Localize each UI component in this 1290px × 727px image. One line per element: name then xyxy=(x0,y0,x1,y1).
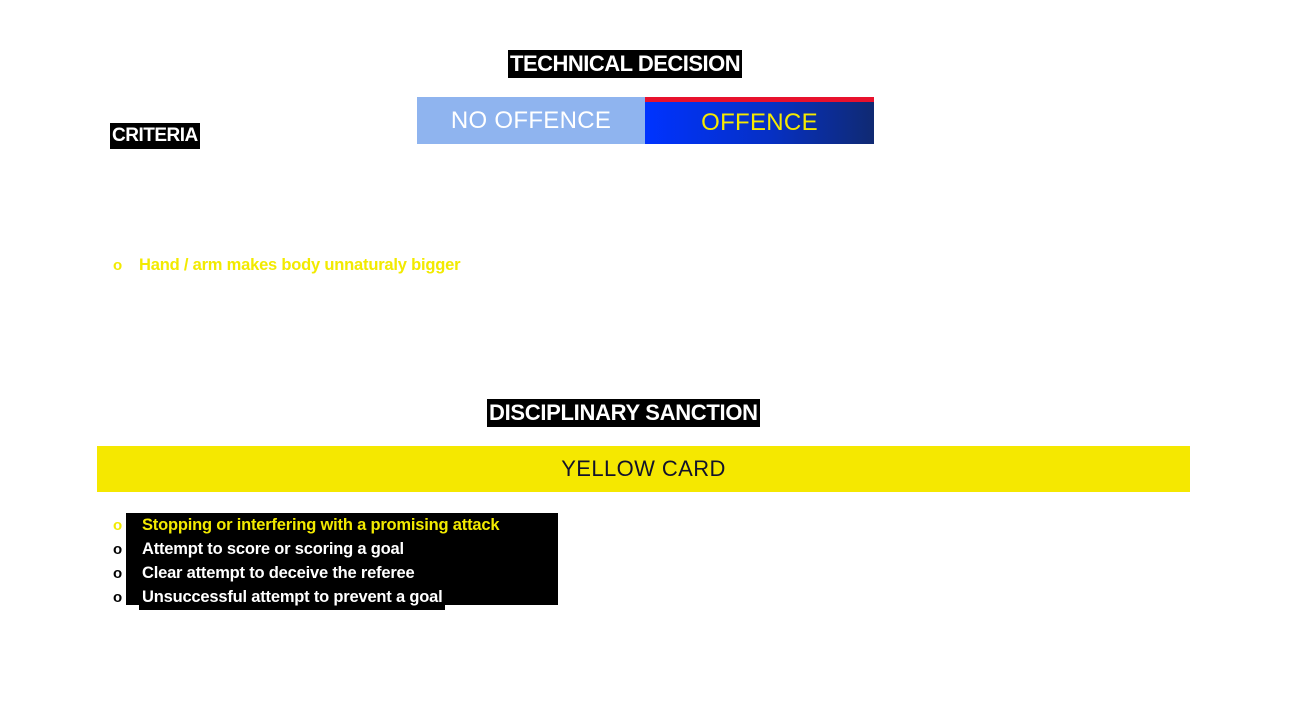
sanction-item-text: Unsuccessful attempt to prevent a goal xyxy=(139,585,445,610)
list-item xyxy=(113,561,673,585)
decision-bar xyxy=(417,97,874,144)
bullet-marker-icon: o xyxy=(113,565,123,582)
list-item xyxy=(113,585,673,609)
decision-option-no-offence[interactable]: NO OFFENCE xyxy=(417,97,645,144)
decision-option-offence[interactable]: OFFENCE xyxy=(645,97,874,144)
bullet-marker-icon: o xyxy=(113,541,123,558)
sanction-item-text: Clear attempt to deceive the referee xyxy=(139,561,418,586)
bullet-marker-icon: o xyxy=(113,589,123,606)
criteria-list-item xyxy=(113,256,460,275)
list-item xyxy=(113,513,673,537)
disciplinary-sanction-heading: DISCIPLINARY SANCTION xyxy=(489,400,758,425)
technical-decision-heading: TECHNICAL DECISION xyxy=(510,51,741,76)
bullet-marker-icon: o xyxy=(113,257,122,274)
sanction-item-text: Stopping or interfering with a promising attack xyxy=(139,513,502,538)
criteria-label: CRITERIA xyxy=(110,123,200,149)
sanction-list xyxy=(113,513,673,609)
criteria-item-text: Hand / arm makes body unnaturaly bigger xyxy=(139,256,461,274)
bullet-marker-icon: o xyxy=(113,517,123,534)
yellow-card-band xyxy=(97,446,1190,492)
list-item xyxy=(113,537,673,561)
yellow-card-label: YELLOW CARD xyxy=(561,456,726,481)
sanction-item-text: Attempt to score or scoring a goal xyxy=(139,537,407,562)
